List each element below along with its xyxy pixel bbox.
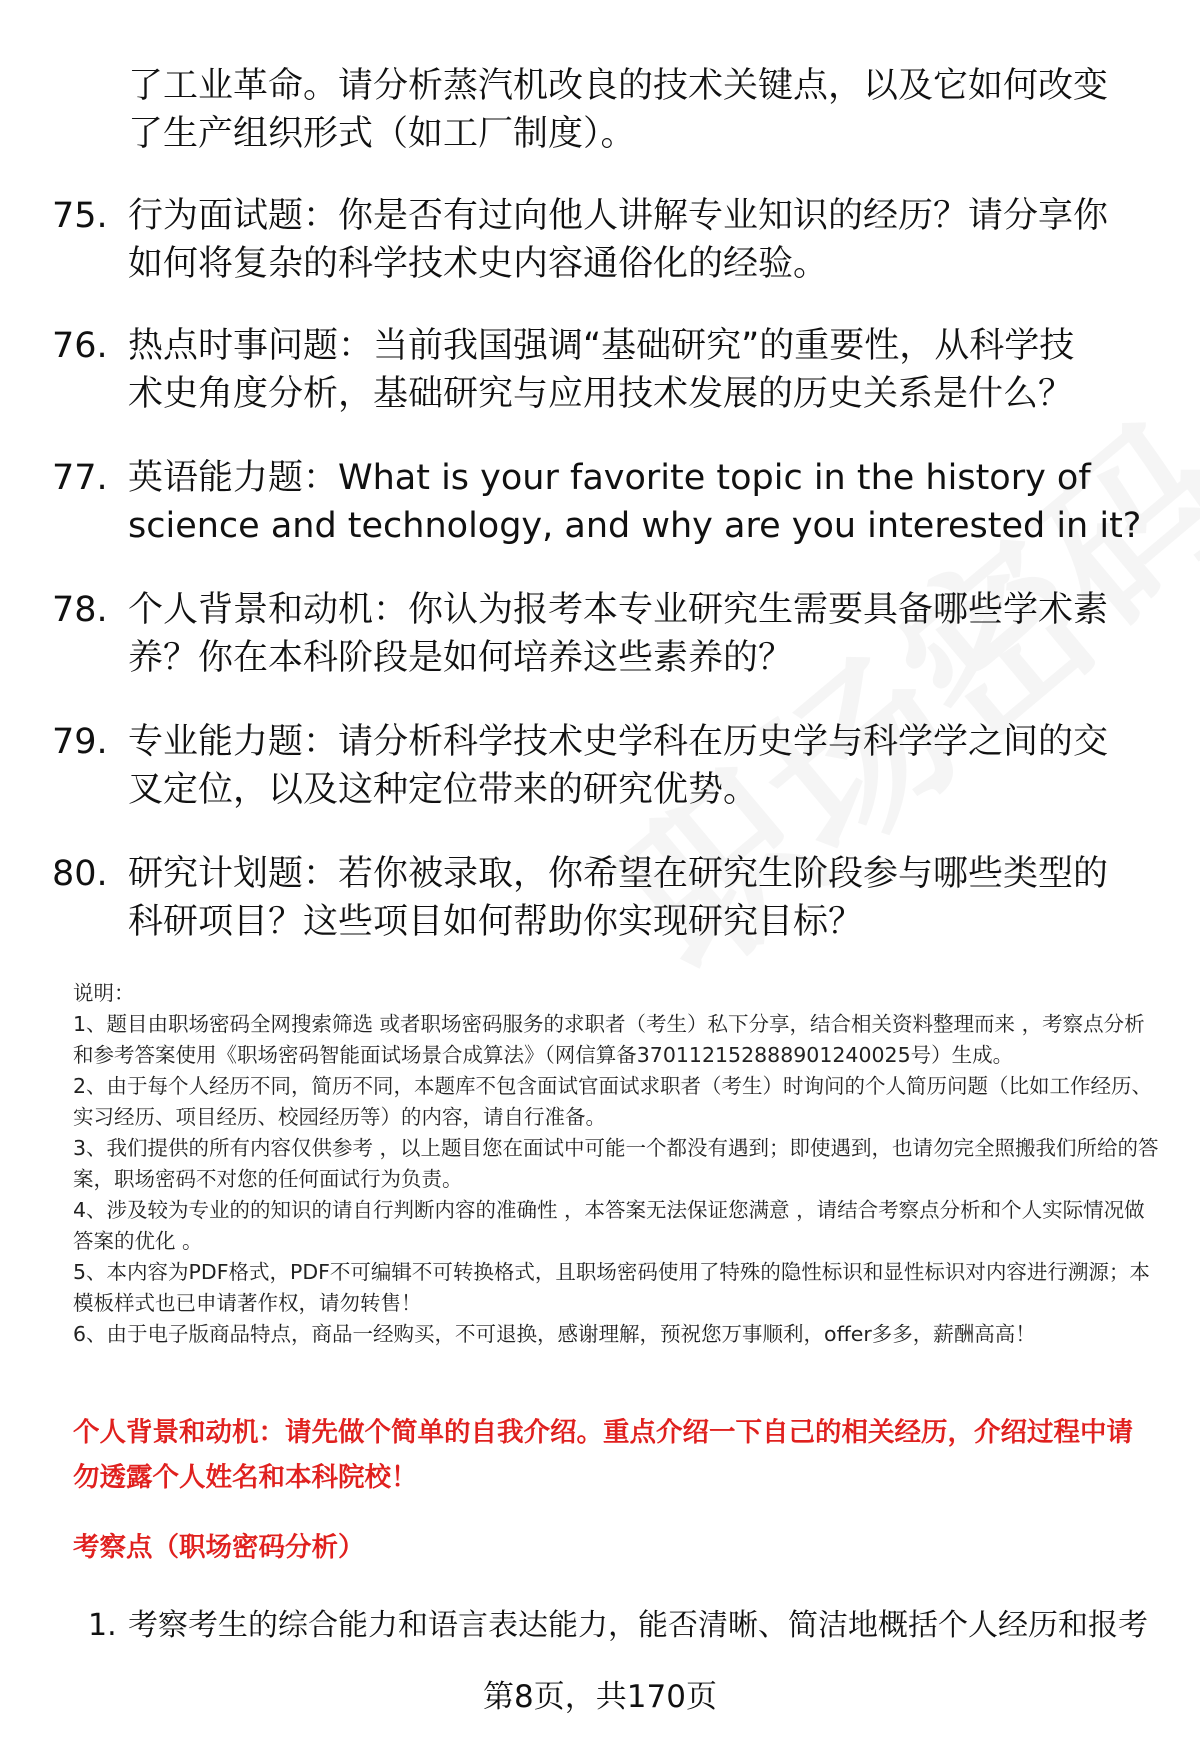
line: 了生产组织形式（如工厂制度）。 — [128, 114, 636, 154]
line: 养？你在本科阶段是如何培养这些素养的？ — [128, 638, 794, 678]
line: 研究计划题：若你被录取，你希望在研究生阶段参与哪些类型的 — [128, 854, 1109, 894]
highlight-question: 个人背景和动机：请先做个简单的自我介绍。重点介绍一下自己的相关经历，介绍过程中请勿透露个人姓名和本科院校！ — [73, 1417, 1133, 1493]
page-number: 第8页，共170页 — [483, 1679, 717, 1715]
question-number: 75. — [52, 196, 108, 236]
question-number: 77. — [52, 458, 108, 498]
section-title: 考察点（职场密码分析） — [73, 1532, 365, 1563]
line: 专业能力题：请分析科学技术史学科在历史学与科学学之间的交 — [128, 722, 1109, 762]
note-item: 2、由于每个人经历不同，简历不同，本题库不包含面试官面试求职者（考生）时询问的个人简历问题（比如工作经历、实习经历、项目经历、校园经历等）的内容，请自行准备。 — [73, 1074, 1153, 1129]
line: 叉定位，以及这种定位带来的研究优势。 — [128, 770, 759, 810]
note-item: 5、本内容为PDF格式，PDF不可编辑不可转换格式，且职场密码使用了特殊的隐性标识和显性标识对内容进行溯源；本模板样式也已申请著作权，请勿转售！ — [73, 1260, 1150, 1315]
point-number: 1. — [88, 1608, 117, 1643]
question-number: 79. — [52, 722, 108, 762]
line: 英语能力题：What is your favorite topic in the history of — [128, 458, 1091, 498]
notes-section — [73, 978, 1163, 1350]
line: 了工业革命。请分析蒸汽机改良的技术关键点，以及它如何改变 — [128, 66, 1109, 106]
line: 如何将复杂的科学技术史内容通俗化的经验。 — [128, 244, 829, 284]
note-item: 1、题目由职场密码全网搜索筛选 或者职场密码服务的求职者（考生）私下分享，结合相关资料整理而来 ，考察点分析和参考答案使用《职场密码智能面试场景合成算法》（网信算备370112152888901240025号）生成。 — [73, 1012, 1145, 1067]
question-number: 80. — [52, 854, 108, 894]
line: 术史角度分析，基础研究与应用技术发展的历史关系是什么？ — [128, 374, 1074, 414]
notes-title: 说明： — [73, 981, 135, 1005]
line: science and technology, and why are you interested in it? — [128, 506, 1142, 546]
note-item: 3、我们提供的所有内容仅供参考 ，以上题目您在面试中可能一个都没有遇到；即使遇到，也请勿完全照搬我们所给的答案，职场密码不对您的任何面试行为负责。 — [73, 1136, 1159, 1191]
line: 个人背景和动机：你认为报考本专业研究生需要具备哪些学术素 — [128, 590, 1109, 630]
line: 行为面试题：你是否有过向他人讲解专业知识的经历？请分享你 — [128, 196, 1109, 236]
question-number: 78. — [52, 590, 108, 630]
point-text: 考察考生的综合能力和语言表达能力，能否清晰、简洁地概括个人经历和报考 — [128, 1608, 1148, 1643]
line: 科研项目？这些项目如何帮助你实现研究目标？ — [128, 902, 864, 942]
note-item: 4、涉及较为专业的的知识的请自行判断内容的准确性 ，本答案无法保证您满意 ，请结合考察点分析和个人实际情况做答案的优化 。 — [73, 1198, 1145, 1253]
line: 热点时事问题：当前我国强调“基础研究”的重要性，从科学技 — [128, 326, 1075, 366]
note-item: 6、由于电子版商品特点，商品一经购买，不可退换，感谢理解，预祝您万事顺利，offer多多，薪酬高高！ — [73, 1322, 1036, 1346]
question-number: 76. — [52, 326, 108, 366]
